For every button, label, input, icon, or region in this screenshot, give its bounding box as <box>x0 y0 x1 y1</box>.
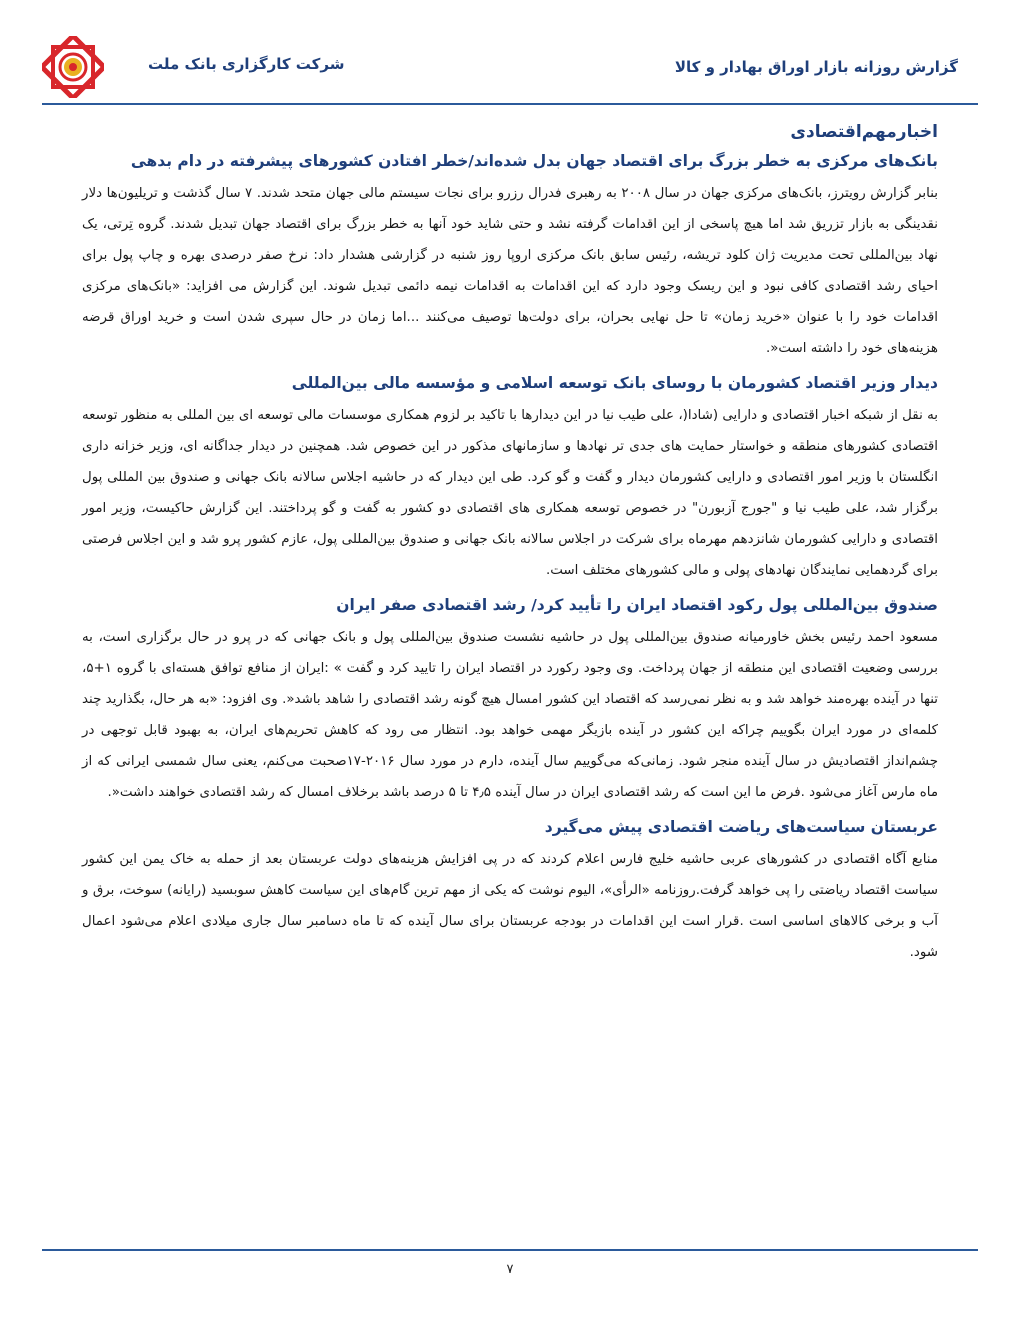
news-article <box>82 148 938 364</box>
news-content <box>82 118 938 970</box>
news-body: مسعود احمد رئیس بخش خاورمیانه صندوق بین‌المللی پول در حاشیه نشست صندوق بین‌المللی پول و بانک جهانی که در پرو در حال برگزاری است، به بررسی وضعیت اقتصادی این منطقه از جهان پرداخت. وی وجود رکورد در اقتصاد ایران را تایید کرد و گفت » :ایران از منافع توافق هسته‌ای با گروه ۱+۵، تنها در آینده بهره‌مند خواهد شد و به نظر نمی‌رسد که اقتصاد این کشور امسال هیچ گونه رشد اقتصادی را شاهد باشد«. وی افزود: «به هر حال، بگذارید چند کلمه‌ای در مورد ایران بگوییم چراکه این کشور در آینده بازیگر مهمی خواهد بود. انتظار می رود که کاهش تحریم‌های ایران، به بهبود قابل توجهی در چشم‌انداز اقتصادیش در سال آینده منجر شود. زمانی‌که می‌گوییم سال آینده، دارم در مورد سال ۲۰۱۶-۱۷صحبت می‌کنم، یعنی سال شمسی ایرانی که از ماه مارس آغاز می‌شود .فرض ما این است که رشد اقتصادی ایران در سال آینده ۴٫۵ تا ۵ درصد باشد برخلاف امسال که رشد اقتصادی خواهند داشت«. <box>82 630 939 800</box>
company-name: شرکت کارگزاری بانک ملت <box>148 55 345 73</box>
news-body: به نقل از شبکه اخبار اقتصادی و دارایی (شادا(، علی طیب نیا در این دیدارها با تاکید بر لزوم همکاری موسسات مالی توسعه ای بین المللی به منظور توسعه اقتصادی کشورهای منطقه و خواستار حمایت های جدی تر نهادها و سازمانهای مذکور در این خصوص شد. همچنین در دیدار جداگانه ای، وزیر خزانه داری انگلستان با وزیر امور اقتصادی و دارایی کشورمان دیدار و گفت و گو کرد. طی این دیدار که در حاشیه اجلاس سالانه بانک جهانی و صندوق بین المللی پول برگزار شد، علی طیب نیا و "جورج آزبورن" در خصوص توسعه همکاری های اقتصادی دو کشور به گفت و گو پرداختند. این گزارش حاکیست، وزیر امور اقتصادی و دارایی کشورمان شانزدهم مهرماه برای شرکت در اجلاس سالانه بانک جهانی و صندوق بین‌المللی پول، عازم کشور پرو شد و این اجلاس فرصتی برای گردهمایی نمایندگان نهادهای پولی و مالی کشورهای مختلف است. <box>82 408 938 578</box>
footer-divider <box>42 1249 978 1251</box>
header-divider <box>42 103 978 105</box>
report-title: گزارش روزانه بازار اوراق بهادار و کالا <box>674 58 958 76</box>
news-headline: بانک‌های مرکزی به خطر بزرگ برای اقتصاد جهان بدل شده‌اند/خطر افتادن کشورهای پیشرفته در دام بدهی <box>130 152 938 170</box>
news-headline: عربستان سیاست‌های ریاضت اقتصادی پیش می‌گیرد <box>544 818 938 836</box>
page-number: ۷ <box>506 1262 514 1277</box>
news-article <box>82 370 938 586</box>
bank-mellat-logo-icon <box>42 36 104 98</box>
news-body: منابع آگاه اقتصادی در کشورهای عربی حاشیه خلیج فارس اعلام کردند که در پی افزایش هزینه‌های دولت عربستان بعد از حمله به خاک یمن این کشور سیاست اقتصاد ریاضتی را پی خواهد گرفت.روزنامه «الرأی»، الیوم نوشت که یکی از مهم ترین گام‌های این سیاست کاهش سوبسید (رایانه) سوخت، برق و آب و برخی کالاهای اساسی است .قرار است این اقدامات در بودجه عربستان برای سال آینده که تا ماه دسامبر سال جاری میلادی اعلام می‌شود اعمال شود. <box>82 852 938 960</box>
news-headline: دیدار وزیر اقتصاد کشورمان با روسای بانک توسعه اسلامی و مؤسسه مالی بین‌المللی <box>291 374 938 392</box>
news-article <box>82 814 938 968</box>
page-header <box>0 0 1020 110</box>
section-label: اخبارمهم‌اقتصادی <box>790 122 938 142</box>
news-body: بنابر گزارش رویترز، بانک‌های مرکزی جهان در سال ۲۰۰۸ به رهبری فدرال رزرو برای نجات سیستم مالی جهان متحد شدند. ۷ سال گذشت و تریلیون‌ها دلار نقدینگی به بازار تزریق شد اما هیچ پاسخی از این اقدامات گرفته نشد و حتی شاید خود آنها به خطر بزرگ برای اقتصاد جهان تبدیل شدند. گروه تِرتی، یک نهاد بین‌المللی تحت مدیریت ژان کلود تریشه، رئیس سابق بانک مرکزی اروپا روز شنبه در گزارشی هشدار داد: نرخ صفر درصدی بهره و چاپ پول برای احیای رشد اقتصادی کافی نبود و این ریسک وجود دارد که این اقدامات به اقدامات نیمه دائمی تبدیل شوند. این گزارش می افزاید: «بانک‌های مرکزی اقدامات خود را با عنوان «خرید زمان» تا حل نهایی بحران، برای دولت‌ها توصیف می‌کنند ...اما زمان در حال سپری شدن است و خرید اوراق قرضه هزینه‌های خود را داشته است«. <box>82 186 939 356</box>
news-article <box>82 592 938 808</box>
news-headline: صندوق بین‌المللی پول رکود اقتصاد ایران را تأیید کرد/ رشد اقتصادی صفر ایران <box>336 596 938 614</box>
